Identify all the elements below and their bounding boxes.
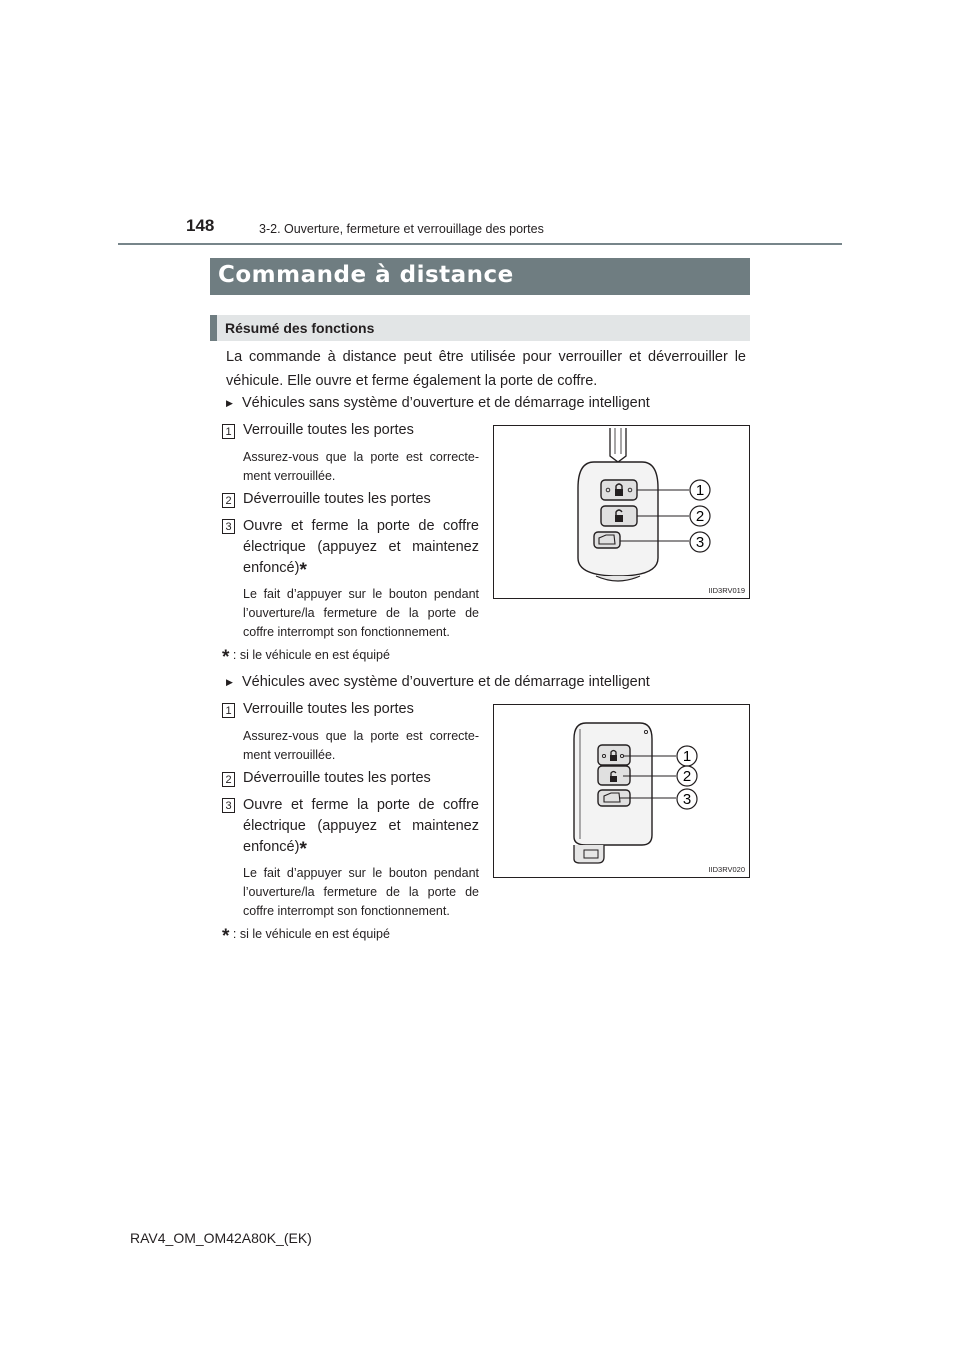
- figure-smart-key: [493, 704, 750, 878]
- figure-key-remote: [493, 425, 750, 599]
- subtitle-bar: [210, 315, 750, 341]
- footnote-text: si le véhicule en est équipé: [239, 927, 390, 941]
- intro-paragraph: La commande à distance peut être utilisée pour verrouiller et déverrouiller le véhicule. Elle ouvre et ferme également la porte de coffre.: [226, 349, 746, 389]
- item-lock-all: Verrouille toutes les portes: [243, 701, 414, 717]
- item-power-tailgate: [243, 795, 479, 860]
- item-lock-all: Verrouille toutes les portes: [243, 422, 414, 438]
- item-number-box: 3: [222, 798, 235, 813]
- callout-3: 3: [695, 534, 705, 551]
- triangle-bullet-icon: ▶: [226, 398, 233, 408]
- item-number-box: 3: [222, 519, 235, 534]
- item-number-box: 2: [222, 772, 235, 787]
- callout-3: 3: [682, 791, 692, 808]
- item-power-tailgate: [243, 516, 479, 581]
- item-note-tailgate: Le fait d’appuyer sur le bouton pendant l’ouverture/la fermeture de la porte de coffre interrompt son fonctionnement.: [243, 587, 479, 639]
- callout-2: 2: [682, 768, 692, 785]
- callout-1: 1: [695, 482, 705, 499]
- footnote-colon: :: [232, 927, 237, 941]
- figure-code: IID3RV019: [708, 586, 745, 595]
- running-head: 3-2. Ouverture, fermeture et verrouillage des portes: [259, 222, 544, 236]
- subtitle-accent: [210, 315, 217, 341]
- footnote-star-icon: *: [222, 926, 230, 947]
- smart-key-illustration: [494, 705, 749, 877]
- item-number-box: 1: [222, 424, 235, 439]
- item-unlock-all: Déverrouille toutes les portes: [243, 491, 431, 507]
- page-number: 148: [186, 216, 215, 235]
- item-number-box: 2: [222, 493, 235, 508]
- title-bar: [210, 258, 750, 295]
- page-title: Commande à distance: [218, 262, 514, 288]
- section-heading-text: Véhicules sans système d’ouverture et de démarrage intelligent: [242, 395, 650, 411]
- item-power-tailgate-text: Ouvre et ferme la porte de coffre électrique (appuyez et maintenez enfoncé): [243, 518, 479, 576]
- figure-code: IID3RV020: [708, 865, 745, 874]
- item-note-lock: Assurez-vous que la porte est correctement verrouillée.: [243, 729, 479, 762]
- footer-doc-code: RAV4_OM_OM42A80K_(EK): [130, 1230, 312, 1246]
- item-note-lock: Assurez-vous que la porte est correctement verrouillée.: [243, 450, 479, 483]
- triangle-bullet-icon: ▶: [226, 677, 233, 687]
- footnote-text: si le véhicule en est équipé: [239, 648, 390, 662]
- item-power-tailgate-text: Ouvre et ferme la porte de coffre électrique (appuyez et maintenez enfoncé): [243, 797, 479, 855]
- item-number-box: 1: [222, 703, 235, 718]
- item-unlock-all: Déverrouille toutes les portes: [243, 770, 431, 786]
- footnote-star-icon: *: [222, 647, 230, 668]
- key-remote-illustration: [494, 426, 749, 598]
- footnote-colon: :: [232, 648, 237, 662]
- footnote: [222, 647, 390, 669]
- section-heading-2: [226, 674, 650, 690]
- section-heading-1: [226, 395, 650, 411]
- footnote-star-icon: *: [299, 839, 307, 860]
- callout-2: 2: [695, 508, 705, 525]
- header-rule: [118, 243, 842, 245]
- subtitle: Résumé des fonctions: [225, 320, 375, 336]
- footnote: [222, 926, 390, 948]
- section-heading-text: Véhicules avec système d’ouverture et de démarrage intelligent: [242, 674, 650, 690]
- footnote-star-icon: *: [299, 560, 307, 581]
- callout-1: 1: [682, 748, 692, 765]
- item-note-tailgate: Le fait d’appuyer sur le bouton pendant l’ouverture/la fermeture de la porte de coffre interrompt son fonctionnement.: [243, 866, 479, 918]
